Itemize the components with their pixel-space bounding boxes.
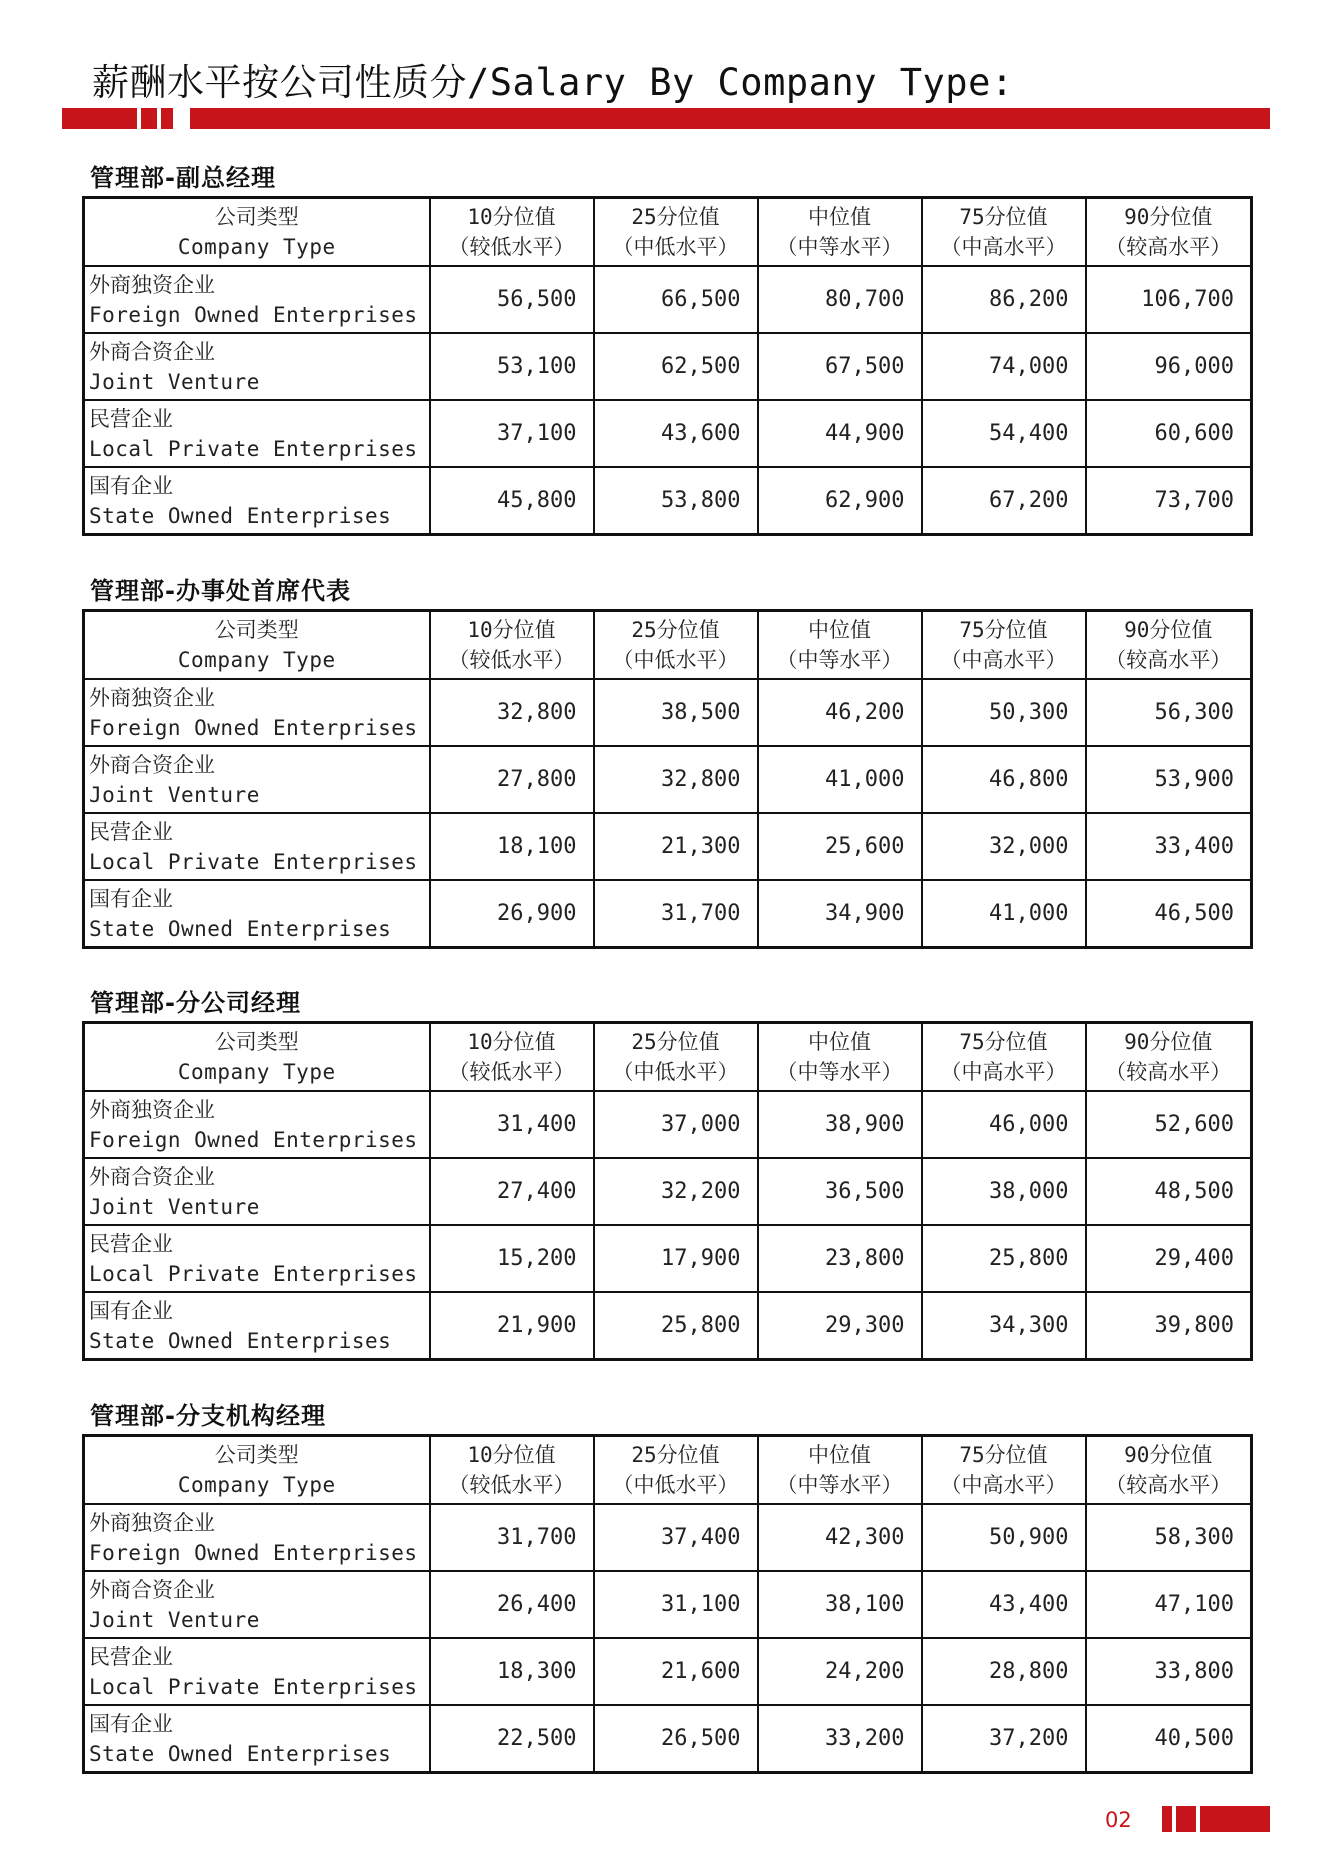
salary-value-cell: 36,500 xyxy=(758,1158,922,1225)
salary-value-cell: 66,500 xyxy=(594,266,758,333)
salary-value-cell: 86,200 xyxy=(922,266,1086,333)
company-type-cell xyxy=(84,1571,430,1638)
percentile-header xyxy=(758,611,922,680)
salary-value-cell: 42,300 xyxy=(758,1504,922,1571)
salary-value-cell: 31,700 xyxy=(594,880,758,948)
company-type-header xyxy=(84,1023,430,1092)
company-type-cn: 民营企业 xyxy=(89,406,173,431)
table-header-row xyxy=(84,611,1252,680)
percentile-level-label: （较高水平） xyxy=(1105,1473,1232,1497)
percentile-label: 10分位值 xyxy=(467,1030,556,1054)
salary-value-cell: 31,400 xyxy=(430,1091,594,1158)
salary-value-cell: 26,500 xyxy=(594,1705,758,1773)
percentile-level-label: （中低水平） xyxy=(612,1473,739,1497)
company-type-cn: 民营企业 xyxy=(89,819,173,844)
company-type-cell xyxy=(84,266,430,333)
salary-value-cell: 45,800 xyxy=(430,467,594,535)
salary-value-cell: 53,100 xyxy=(430,333,594,400)
percentile-level-label: （中高水平） xyxy=(940,235,1067,259)
company-type-cn: 民营企业 xyxy=(89,1231,173,1256)
company-type-cell xyxy=(84,679,430,746)
header-label-en: Company Type xyxy=(177,648,336,672)
header-label-en: Company Type xyxy=(177,235,336,259)
company-type-cell xyxy=(84,880,430,948)
table-row xyxy=(84,1292,1252,1360)
table-header-row xyxy=(84,198,1252,267)
header-label-cn: 公司类型 xyxy=(214,1443,299,1467)
percentile-header xyxy=(758,1436,922,1505)
company-type-cn: 外商独资企业 xyxy=(89,1097,215,1122)
company-type-cn: 外商独资企业 xyxy=(89,272,215,297)
percentile-header xyxy=(594,198,758,267)
salary-value-cell: 26,900 xyxy=(430,880,594,948)
table-header-row xyxy=(84,1436,1252,1505)
percentile-label: 中位值 xyxy=(808,1443,871,1467)
title-bar-segment xyxy=(190,108,1270,129)
table-row xyxy=(84,746,1252,813)
percentile-level-label: （较高水平） xyxy=(1105,1060,1232,1084)
table-row xyxy=(84,467,1252,535)
company-type-cell xyxy=(84,1292,430,1360)
salary-value-cell: 25,600 xyxy=(758,813,922,880)
salary-section xyxy=(82,573,1250,949)
company-type-en: Foreign Owned Enterprises xyxy=(89,302,418,327)
salary-value-cell: 31,100 xyxy=(594,1571,758,1638)
percentile-level-label: （中高水平） xyxy=(940,1060,1067,1084)
salary-value-cell: 29,400 xyxy=(1086,1225,1252,1292)
company-type-cell xyxy=(84,1638,430,1705)
percentile-label: 25分位值 xyxy=(631,205,720,229)
percentile-header xyxy=(1086,198,1252,267)
salary-value-cell: 41,000 xyxy=(758,746,922,813)
salary-value-cell: 54,400 xyxy=(922,400,1086,467)
salary-value-cell: 53,800 xyxy=(594,467,758,535)
salary-value-cell: 67,500 xyxy=(758,333,922,400)
company-type-en: Local Private Enterprises xyxy=(89,1261,418,1286)
company-type-cell xyxy=(84,467,430,535)
percentile-label: 中位值 xyxy=(808,205,871,229)
footer-bar-segment xyxy=(1176,1806,1196,1832)
percentile-label: 10分位值 xyxy=(467,205,556,229)
salary-value-cell: 74,000 xyxy=(922,333,1086,400)
salary-value-cell: 21,900 xyxy=(430,1292,594,1360)
salary-table xyxy=(82,609,1253,949)
table-row xyxy=(84,266,1252,333)
percentile-header xyxy=(1086,1436,1252,1505)
table-row xyxy=(84,813,1252,880)
salary-value-cell: 50,300 xyxy=(922,679,1086,746)
salary-value-cell: 50,900 xyxy=(922,1504,1086,1571)
salary-value-cell: 37,200 xyxy=(922,1705,1086,1773)
table-row xyxy=(84,1504,1252,1571)
section-title: 管理部-办事处首席代表 xyxy=(90,577,351,605)
company-type-en: Foreign Owned Enterprises xyxy=(89,715,418,740)
salary-value-cell: 38,100 xyxy=(758,1571,922,1638)
title-bar-segment xyxy=(141,108,157,129)
table-row xyxy=(84,1571,1252,1638)
company-type-cn: 外商合资企业 xyxy=(89,1577,215,1602)
salary-value-cell: 37,100 xyxy=(430,400,594,467)
percentile-label: 10分位值 xyxy=(467,1443,556,1467)
percentile-label: 中位值 xyxy=(808,1030,871,1054)
percentile-level-label: （较低水平） xyxy=(448,1473,575,1497)
salary-value-cell: 56,300 xyxy=(1086,679,1252,746)
title-bar-segment xyxy=(161,108,173,129)
salary-value-cell: 37,400 xyxy=(594,1504,758,1571)
salary-value-cell: 26,400 xyxy=(430,1571,594,1638)
salary-value-cell: 33,200 xyxy=(758,1705,922,1773)
salary-value-cell: 22,500 xyxy=(430,1705,594,1773)
company-type-cell xyxy=(84,746,430,813)
percentile-label: 90分位值 xyxy=(1124,1030,1213,1054)
salary-value-cell: 48,500 xyxy=(1086,1158,1252,1225)
header-label-cn: 公司类型 xyxy=(214,618,299,642)
percentile-header xyxy=(1086,1023,1252,1092)
company-type-cn: 外商合资企业 xyxy=(89,339,215,364)
company-type-en: Joint Venture xyxy=(89,369,260,394)
percentile-level-label: （中等水平） xyxy=(776,1473,903,1497)
company-type-cell xyxy=(84,1225,430,1292)
percentile-label: 75分位值 xyxy=(959,618,1048,642)
company-type-en: Local Private Enterprises xyxy=(89,849,418,874)
percentile-header xyxy=(594,1436,758,1505)
company-type-en: State Owned Enterprises xyxy=(89,503,392,528)
salary-value-cell: 32,200 xyxy=(594,1158,758,1225)
percentile-level-label: （中低水平） xyxy=(612,235,739,259)
salary-value-cell: 38,000 xyxy=(922,1158,1086,1225)
percentile-header xyxy=(430,1436,594,1505)
company-type-en: State Owned Enterprises xyxy=(89,916,392,941)
salary-value-cell: 27,400 xyxy=(430,1158,594,1225)
section-title: 管理部-分支机构经理 xyxy=(90,1402,326,1430)
percentile-level-label: （中低水平） xyxy=(612,648,739,672)
header-label-en: Company Type xyxy=(177,1473,336,1497)
percentile-header xyxy=(922,198,1086,267)
percentile-level-label: （中低水平） xyxy=(612,1060,739,1084)
company-type-cn: 国有企业 xyxy=(89,886,173,911)
salary-value-cell: 32,800 xyxy=(430,679,594,746)
company-type-cn: 外商独资企业 xyxy=(89,685,215,710)
salary-value-cell: 25,800 xyxy=(594,1292,758,1360)
title-bar-segment xyxy=(62,108,137,129)
company-type-cn: 外商独资企业 xyxy=(89,1510,215,1535)
header-label-cn: 公司类型 xyxy=(214,1030,299,1054)
percentile-label: 25分位值 xyxy=(631,1030,720,1054)
company-type-cn: 外商合资企业 xyxy=(89,752,215,777)
table-row xyxy=(84,400,1252,467)
percentile-header xyxy=(430,611,594,680)
salary-value-cell: 32,800 xyxy=(594,746,758,813)
salary-value-cell: 32,000 xyxy=(922,813,1086,880)
salary-section xyxy=(82,985,1250,1361)
salary-value-cell: 34,300 xyxy=(922,1292,1086,1360)
salary-value-cell: 34,900 xyxy=(758,880,922,948)
salary-value-cell: 46,000 xyxy=(922,1091,1086,1158)
percentile-header xyxy=(594,1023,758,1092)
company-type-en: Local Private Enterprises xyxy=(89,1674,418,1699)
salary-value-cell: 38,500 xyxy=(594,679,758,746)
percentile-label: 75分位值 xyxy=(959,205,1048,229)
table-row xyxy=(84,1091,1252,1158)
salary-section xyxy=(82,1398,1250,1774)
percentile-label: 75分位值 xyxy=(959,1443,1048,1467)
salary-value-cell: 37,000 xyxy=(594,1091,758,1158)
company-type-en: Foreign Owned Enterprises xyxy=(89,1127,418,1152)
percentile-label: 10分位值 xyxy=(467,618,556,642)
header-label-cn: 公司类型 xyxy=(214,205,299,229)
percentile-header xyxy=(758,1023,922,1092)
salary-value-cell: 62,900 xyxy=(758,467,922,535)
footer-bar-segment xyxy=(1162,1806,1172,1832)
table-row xyxy=(84,679,1252,746)
company-type-en: Joint Venture xyxy=(89,1607,260,1632)
company-type-cell xyxy=(84,1091,430,1158)
percentile-label: 中位值 xyxy=(808,618,871,642)
percentile-header xyxy=(430,1023,594,1092)
salary-value-cell: 33,800 xyxy=(1086,1638,1252,1705)
table-row xyxy=(84,1638,1252,1705)
company-type-cell xyxy=(84,1158,430,1225)
salary-value-cell: 47,100 xyxy=(1086,1571,1252,1638)
page-number: 02 xyxy=(1105,1808,1132,1832)
percentile-level-label: （中等水平） xyxy=(776,648,903,672)
company-type-cn: 国有企业 xyxy=(89,1298,173,1323)
section-title: 管理部-分公司经理 xyxy=(90,989,301,1017)
salary-value-cell: 106,700 xyxy=(1086,266,1252,333)
company-type-header xyxy=(84,1436,430,1505)
salary-value-cell: 44,900 xyxy=(758,400,922,467)
salary-value-cell: 24,200 xyxy=(758,1638,922,1705)
header-label-en: Company Type xyxy=(177,1060,336,1084)
percentile-level-label: （较低水平） xyxy=(448,648,575,672)
page-title: 薪酬水平按公司性质分/Salary By Company Type: xyxy=(92,61,1014,104)
table-row xyxy=(84,1225,1252,1292)
salary-value-cell: 56,500 xyxy=(430,266,594,333)
percentile-level-label: （中等水平） xyxy=(776,1060,903,1084)
company-type-en: Local Private Enterprises xyxy=(89,436,418,461)
company-type-cell xyxy=(84,1705,430,1773)
salary-section xyxy=(82,160,1250,536)
table-row xyxy=(84,1705,1252,1773)
salary-value-cell: 28,800 xyxy=(922,1638,1086,1705)
percentile-label: 25分位值 xyxy=(631,1443,720,1467)
percentile-level-label: （较低水平） xyxy=(448,1060,575,1084)
salary-value-cell: 15,200 xyxy=(430,1225,594,1292)
salary-value-cell: 38,900 xyxy=(758,1091,922,1158)
percentile-header xyxy=(594,611,758,680)
salary-value-cell: 25,800 xyxy=(922,1225,1086,1292)
company-type-header xyxy=(84,611,430,680)
company-type-cell xyxy=(84,1504,430,1571)
salary-value-cell: 96,000 xyxy=(1086,333,1252,400)
salary-value-cell: 31,700 xyxy=(430,1504,594,1571)
salary-value-cell: 52,600 xyxy=(1086,1091,1252,1158)
percentile-header xyxy=(1086,611,1252,680)
salary-value-cell: 33,400 xyxy=(1086,813,1252,880)
company-type-cell xyxy=(84,333,430,400)
percentile-label: 90分位值 xyxy=(1124,205,1213,229)
salary-value-cell: 23,800 xyxy=(758,1225,922,1292)
percentile-level-label: （较低水平） xyxy=(448,235,575,259)
company-type-cn: 国有企业 xyxy=(89,1711,173,1736)
company-type-cell xyxy=(84,400,430,467)
salary-value-cell: 58,300 xyxy=(1086,1504,1252,1571)
salary-value-cell: 21,300 xyxy=(594,813,758,880)
table-row xyxy=(84,1158,1252,1225)
salary-value-cell: 80,700 xyxy=(758,266,922,333)
table-row xyxy=(84,880,1252,948)
company-type-en: Foreign Owned Enterprises xyxy=(89,1540,418,1565)
company-type-en: Joint Venture xyxy=(89,782,260,807)
percentile-label: 90分位值 xyxy=(1124,1443,1213,1467)
percentile-header xyxy=(430,198,594,267)
salary-value-cell: 18,100 xyxy=(430,813,594,880)
percentile-header xyxy=(922,1023,1086,1092)
salary-value-cell: 73,700 xyxy=(1086,467,1252,535)
salary-value-cell: 21,600 xyxy=(594,1638,758,1705)
company-type-cn: 民营企业 xyxy=(89,1644,173,1669)
table-header-row xyxy=(84,1023,1252,1092)
percentile-label: 75分位值 xyxy=(959,1030,1048,1054)
percentile-label: 90分位值 xyxy=(1124,618,1213,642)
salary-table xyxy=(82,1021,1253,1361)
section-title: 管理部-副总经理 xyxy=(90,164,276,192)
salary-value-cell: 46,200 xyxy=(758,679,922,746)
company-type-cn: 外商合资企业 xyxy=(89,1164,215,1189)
salary-table xyxy=(82,1434,1253,1774)
salary-value-cell: 17,900 xyxy=(594,1225,758,1292)
salary-value-cell: 43,600 xyxy=(594,400,758,467)
footer-bar-segment xyxy=(1200,1806,1270,1832)
salary-value-cell: 39,800 xyxy=(1086,1292,1252,1360)
percentile-header xyxy=(922,1436,1086,1505)
percentile-level-label: （中等水平） xyxy=(776,235,903,259)
salary-value-cell: 41,000 xyxy=(922,880,1086,948)
table-row xyxy=(84,333,1252,400)
salary-value-cell: 29,300 xyxy=(758,1292,922,1360)
company-type-cell xyxy=(84,813,430,880)
salary-value-cell: 43,400 xyxy=(922,1571,1086,1638)
salary-value-cell: 67,200 xyxy=(922,467,1086,535)
percentile-header xyxy=(758,198,922,267)
salary-value-cell: 18,300 xyxy=(430,1638,594,1705)
salary-value-cell: 46,500 xyxy=(1086,880,1252,948)
salary-value-cell: 53,900 xyxy=(1086,746,1252,813)
company-type-cn: 国有企业 xyxy=(89,473,173,498)
percentile-level-label: （中高水平） xyxy=(940,1473,1067,1497)
company-type-en: State Owned Enterprises xyxy=(89,1741,392,1766)
salary-table xyxy=(82,196,1253,536)
salary-value-cell: 60,600 xyxy=(1086,400,1252,467)
percentile-level-label: （较高水平） xyxy=(1105,235,1232,259)
company-type-en: State Owned Enterprises xyxy=(89,1328,392,1353)
salary-value-cell: 27,800 xyxy=(430,746,594,813)
percentile-level-label: （较高水平） xyxy=(1105,648,1232,672)
company-type-header xyxy=(84,198,430,267)
salary-value-cell: 40,500 xyxy=(1086,1705,1252,1773)
percentile-label: 25分位值 xyxy=(631,618,720,642)
percentile-header xyxy=(922,611,1086,680)
company-type-en: Joint Venture xyxy=(89,1194,260,1219)
percentile-level-label: （中高水平） xyxy=(940,648,1067,672)
salary-value-cell: 46,800 xyxy=(922,746,1086,813)
salary-value-cell: 62,500 xyxy=(594,333,758,400)
